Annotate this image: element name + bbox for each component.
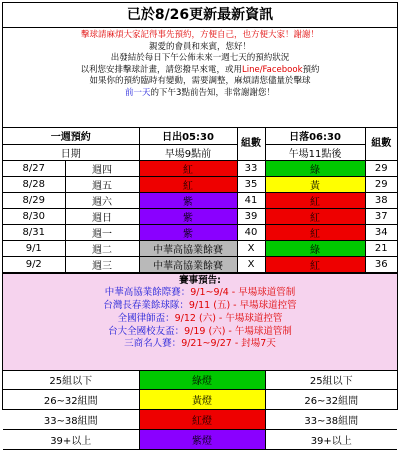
date-header: 日期 xyxy=(3,144,139,160)
event-detail: 9/1~9/4 - 早場球道管制 xyxy=(190,287,296,299)
am-status-cell: 中華高協業餘賽 xyxy=(139,240,237,256)
event-name: 全國律師盃 xyxy=(117,312,166,324)
day-cell: 週日 xyxy=(65,208,139,224)
schedule-row xyxy=(3,240,397,256)
legend-row xyxy=(3,390,397,410)
am-groups-cell: 40 xyxy=(237,224,265,240)
schedule-rows xyxy=(3,160,397,272)
schedule-row xyxy=(3,160,397,176)
am-status-cell: 中華高協業餘賽 xyxy=(139,256,237,272)
pm-groups-cell: 37 xyxy=(365,208,397,224)
day-cell: 週六 xyxy=(65,192,139,208)
legend-row xyxy=(3,370,397,390)
sunset-header: 日落06:30 xyxy=(265,128,365,144)
event-name: 三商名人賽 xyxy=(124,338,172,350)
event-separator: ： xyxy=(174,325,185,337)
event-detail: 9/19 (六) - 午場球道管制 xyxy=(184,325,292,337)
event-detail: 9/11 (五) - 早場球道控管 xyxy=(188,300,297,312)
event-detail: 9/12 (六) - 午場球道控管 xyxy=(174,312,283,324)
legend-range-left: 39+以上 xyxy=(3,429,139,449)
day-cell: 週五 xyxy=(65,176,139,192)
pm-groups-header: 組數 xyxy=(365,128,397,160)
legend-light: 綠燈 xyxy=(139,370,265,390)
pm-groups-cell: 38 xyxy=(365,192,397,208)
legend-range-left: 26~32組間 xyxy=(3,390,139,410)
am-status-cell: 紫 xyxy=(139,224,237,240)
notice-emphasis: 前一天 xyxy=(125,87,151,98)
date-cell: 8/28 xyxy=(3,176,65,192)
am-groups-cell: X xyxy=(237,256,265,272)
am-groups-cell: 39 xyxy=(237,208,265,224)
event-separator: ： xyxy=(165,312,175,324)
schedule-row xyxy=(3,224,397,240)
pm-status-cell: 紅 xyxy=(265,208,365,224)
day-cell: 週一 xyxy=(65,224,139,240)
schedule-row xyxy=(3,256,397,272)
preview-list xyxy=(3,287,397,351)
pm-groups-cell: 21 xyxy=(365,240,397,256)
pm-status-cell: 綠 xyxy=(265,240,365,256)
pm-status-cell: 綠 xyxy=(265,160,365,176)
header-row xyxy=(3,128,397,144)
day-cell: 週三 xyxy=(65,256,139,272)
sunrise-header: 日出05:30 xyxy=(139,128,237,144)
date-cell: 8/30 xyxy=(3,208,65,224)
event-separator: ： xyxy=(180,287,191,299)
preview-item xyxy=(3,313,397,326)
notice-line-4 xyxy=(3,65,397,77)
day-cell: 週二 xyxy=(65,240,139,256)
event-separator: ： xyxy=(171,338,182,350)
event-detail: 9/21~9/27 - 封場7天 xyxy=(181,338,276,350)
event-preview xyxy=(3,273,397,370)
pm-status-cell: 紅 xyxy=(265,224,365,240)
notice-line-1: 擊球請麻煩大家記得事先預約，方便自己，也方便大家！謝謝！ xyxy=(80,30,319,40)
legend-light: 紅燈 xyxy=(139,410,265,430)
subheader-row xyxy=(3,144,397,160)
afternoon-header: 午場11點後 xyxy=(265,144,365,160)
schedule-sheet xyxy=(2,2,398,447)
preview-heading: 賽事預告: xyxy=(179,274,221,286)
notice-line-5: 如果你的預約臨時有變動，需要調整，麻煩請您儘量於擊球 xyxy=(89,76,311,86)
pm-groups-cell: 29 xyxy=(365,160,397,176)
pm-groups-cell: 34 xyxy=(365,224,397,240)
legend-light: 黃燈 xyxy=(139,390,265,410)
day-cell: 週四 xyxy=(65,160,139,176)
legend-row xyxy=(3,429,397,449)
am-groups-header: 組數 xyxy=(237,128,265,160)
pm-status-cell: 紅 xyxy=(265,192,365,208)
notice-line-3: 出發結於每日下午公佈未來一週七天的預約狀況 xyxy=(110,53,290,63)
preview-item xyxy=(3,287,397,300)
am-status-cell: 紅 xyxy=(139,160,237,176)
booking-notice xyxy=(3,28,397,128)
morning-header: 早場9點前 xyxy=(139,144,237,160)
date-cell: 8/31 xyxy=(3,224,65,240)
legend-range-right: 39+以上 xyxy=(265,429,397,449)
date-cell: 8/27 xyxy=(3,160,65,176)
pm-groups-cell: 36 xyxy=(365,256,397,272)
notice-text: 點前告知，非常謝謝您！ xyxy=(181,87,275,98)
preview-item xyxy=(3,326,397,339)
notice-line-2: 親愛的會員和來賓，您好！ xyxy=(148,41,251,52)
schedule-row xyxy=(3,192,397,208)
schedule-row xyxy=(3,208,397,224)
am-groups-cell: 41 xyxy=(237,192,265,208)
am-status-cell: 紅 xyxy=(139,176,237,192)
event-separator: ： xyxy=(179,300,189,312)
legend-range-right: 26~32組間 xyxy=(265,390,397,410)
legend-rows xyxy=(3,370,397,449)
weekly-header: 一週預約 xyxy=(3,128,139,144)
am-groups-cell: 35 xyxy=(237,176,265,192)
date-cell: 9/1 xyxy=(3,240,65,256)
event-name: 台灣長春業餘球隊 xyxy=(103,300,180,312)
date-cell: 8/29 xyxy=(3,192,65,208)
preview-item xyxy=(3,338,397,351)
schedule-row xyxy=(3,176,397,192)
pm-groups-cell: 29 xyxy=(365,176,397,192)
notice-line-6 xyxy=(3,88,397,100)
date-cell: 9/2 xyxy=(3,256,65,272)
event-name: 中華高協業餘際賽 xyxy=(104,287,181,299)
legend-range-right: 25組以下 xyxy=(265,370,397,390)
page-title: 已於8/26更新最新資訊 xyxy=(3,3,397,28)
notice-text: 以利您安排擊球計畫，請您撥早來電，或用 xyxy=(80,64,242,75)
event-name: 台大全國校友盃 xyxy=(108,325,175,337)
pm-status-cell: 黃 xyxy=(265,176,365,192)
am-status-cell: 紫 xyxy=(139,208,237,224)
am-groups-cell: X xyxy=(237,240,265,256)
notice-text: 預約 xyxy=(302,64,320,75)
schedule-table xyxy=(3,128,397,273)
legend-range-right: 33~38組間 xyxy=(265,410,397,430)
legend-range-left: 33~38組間 xyxy=(3,410,139,430)
preview-item xyxy=(3,300,397,313)
legend-row xyxy=(3,410,397,430)
am-status-cell: 紫 xyxy=(139,192,237,208)
contact-link[interactable]: Line/Facebook xyxy=(241,64,303,75)
notice-text: 的下午3 xyxy=(150,87,182,98)
legend-light: 紫燈 xyxy=(139,429,265,449)
am-groups-cell: 33 xyxy=(237,160,265,176)
pm-status-cell: 紅 xyxy=(265,256,365,272)
legend-range-left: 25組以下 xyxy=(3,370,139,390)
legend-table xyxy=(3,370,397,450)
